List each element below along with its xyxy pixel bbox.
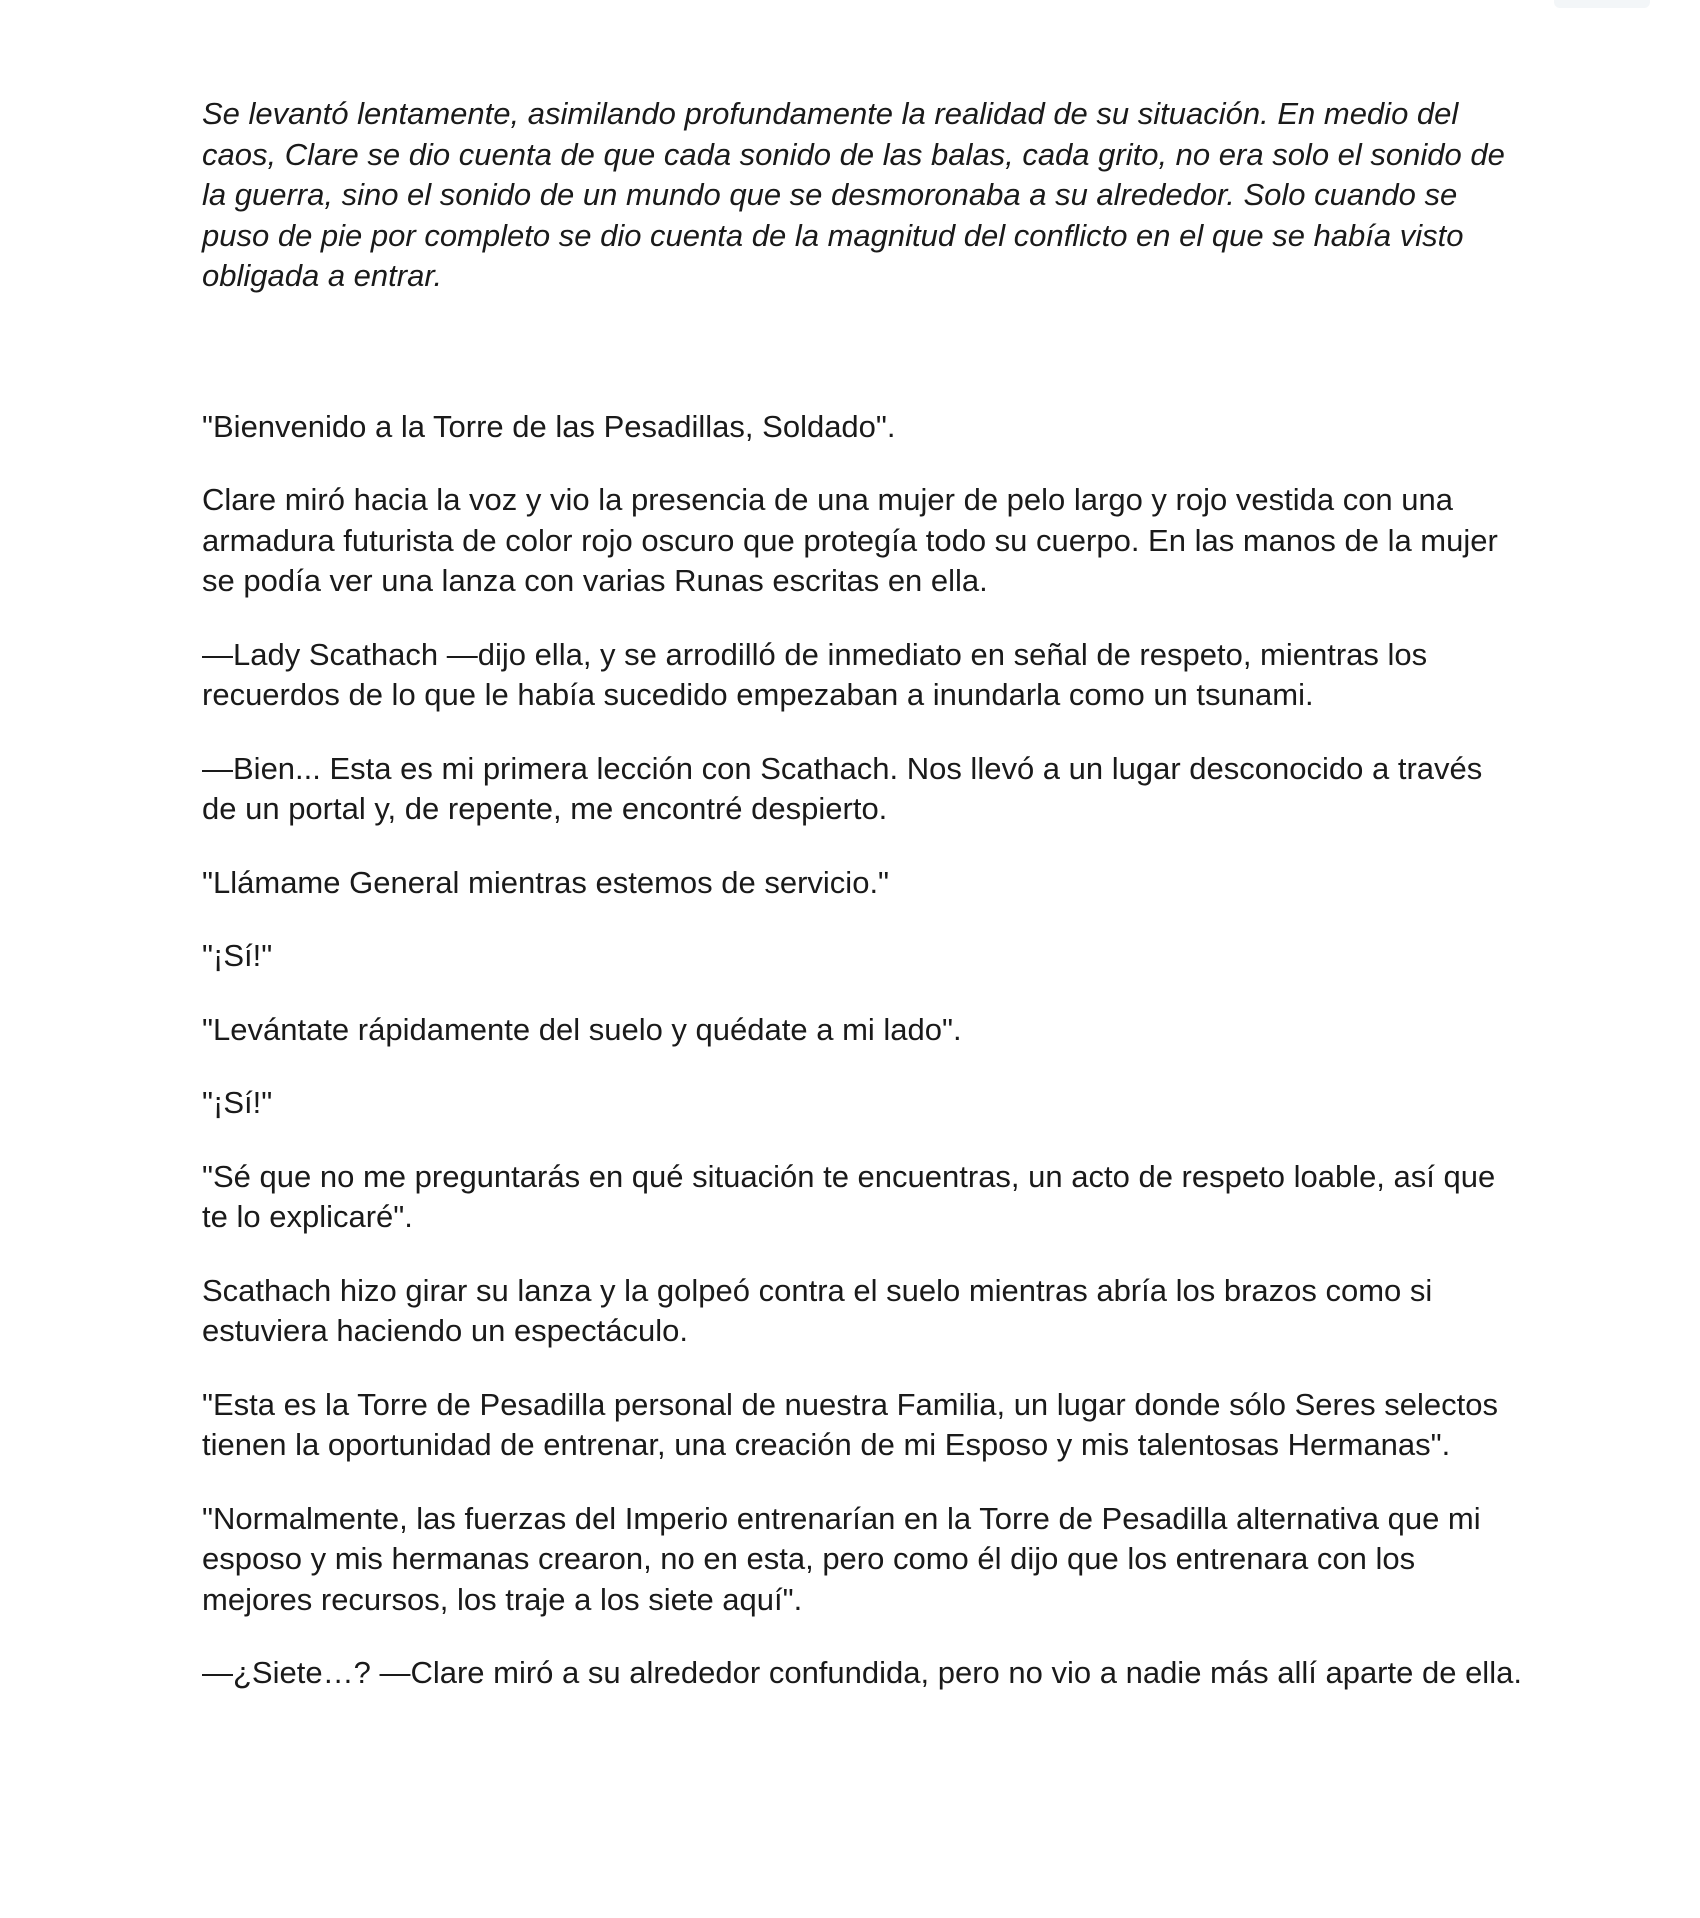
paragraph: "Normalmente, las fuerzas del Imperio entrenarían en la Torre de Pesadilla alternativa que mi esposo y mis hermanas crearon, no en esta, pero como él dijo que los entrenara con los mejores recursos, los traje a los siete aquí". — [202, 1500, 1481, 1617]
paragraph: "¡Sí!" — [202, 938, 273, 973]
document-page — [202, 94, 1522, 1727]
paragraph: "Bienvenido a la Torre de las Pesadillas, Soldado". — [202, 408, 896, 444]
paragraph: "Levántate rápidamente del suelo y quédate a mi lado". — [202, 1011, 962, 1047]
intro-paragraph: Se levantó lentamente, asimilando profundamente la realidad de su situación. En medio del caos, Clare se dio cuenta de que cada sonido de las balas, cada grito, no era solo el sonido de la guerra, sino el sonido de un mundo que se desmoronaba a su alrededor. Solo cuando se puso de pie por completo se dio cuenta de la magnitud del conflicto en el que se había visto obligada a entrar. — [202, 96, 1505, 293]
paragraph: —¿Siete…? —Clare miró a su alrededor confundida, pero no vio a nadie más allí aparte de ella. — [202, 1655, 1522, 1690]
paragraph: —Bien... Esta es mi primera lección con Scathach. Nos llevó a un lugar desconocido a través de un portal y, de repente, me encontré despierto. — [202, 750, 1483, 826]
paragraph: "¡Sí!" — [202, 1085, 273, 1120]
paragraph: Clare miró hacia la voz y vio la presencia de una mujer de pelo largo y rojo vestida con una armadura futurista de color rojo oscuro que protegía todo su cuerpo. En las manos de la mujer se podía ver una lanza con varias Runas escritas en ella. — [202, 482, 1498, 598]
paragraph: "Esta es la Torre de Pesadilla personal de nuestra Familia, un lugar donde sólo Seres selectos tienen la oportunidad de entrenar, una creación de mi Esposo y mis talentosas Hermanas". — [202, 1386, 1498, 1462]
dialogue-section — [202, 407, 1522, 1694]
paragraph: —Lady Scathach —dijo ella, y se arrodilló de inmediato en señal de respeto, mientras los recuerdos de lo que le había sucedido empezaban a inundarla como un tsunami. — [202, 636, 1428, 712]
corner-mark — [1554, 0, 1650, 8]
paragraph: Scathach hizo girar su lanza y la golpeó contra el suelo mientras abría los brazos como si estuviera haciendo un espectáculo. — [202, 1272, 1433, 1348]
paragraph: "Sé que no me preguntarás en qué situación te encuentras, un acto de respeto loable, así que te lo explicaré". — [202, 1158, 1496, 1234]
paragraph: "Llámame General mientras estemos de servicio." — [202, 864, 890, 900]
